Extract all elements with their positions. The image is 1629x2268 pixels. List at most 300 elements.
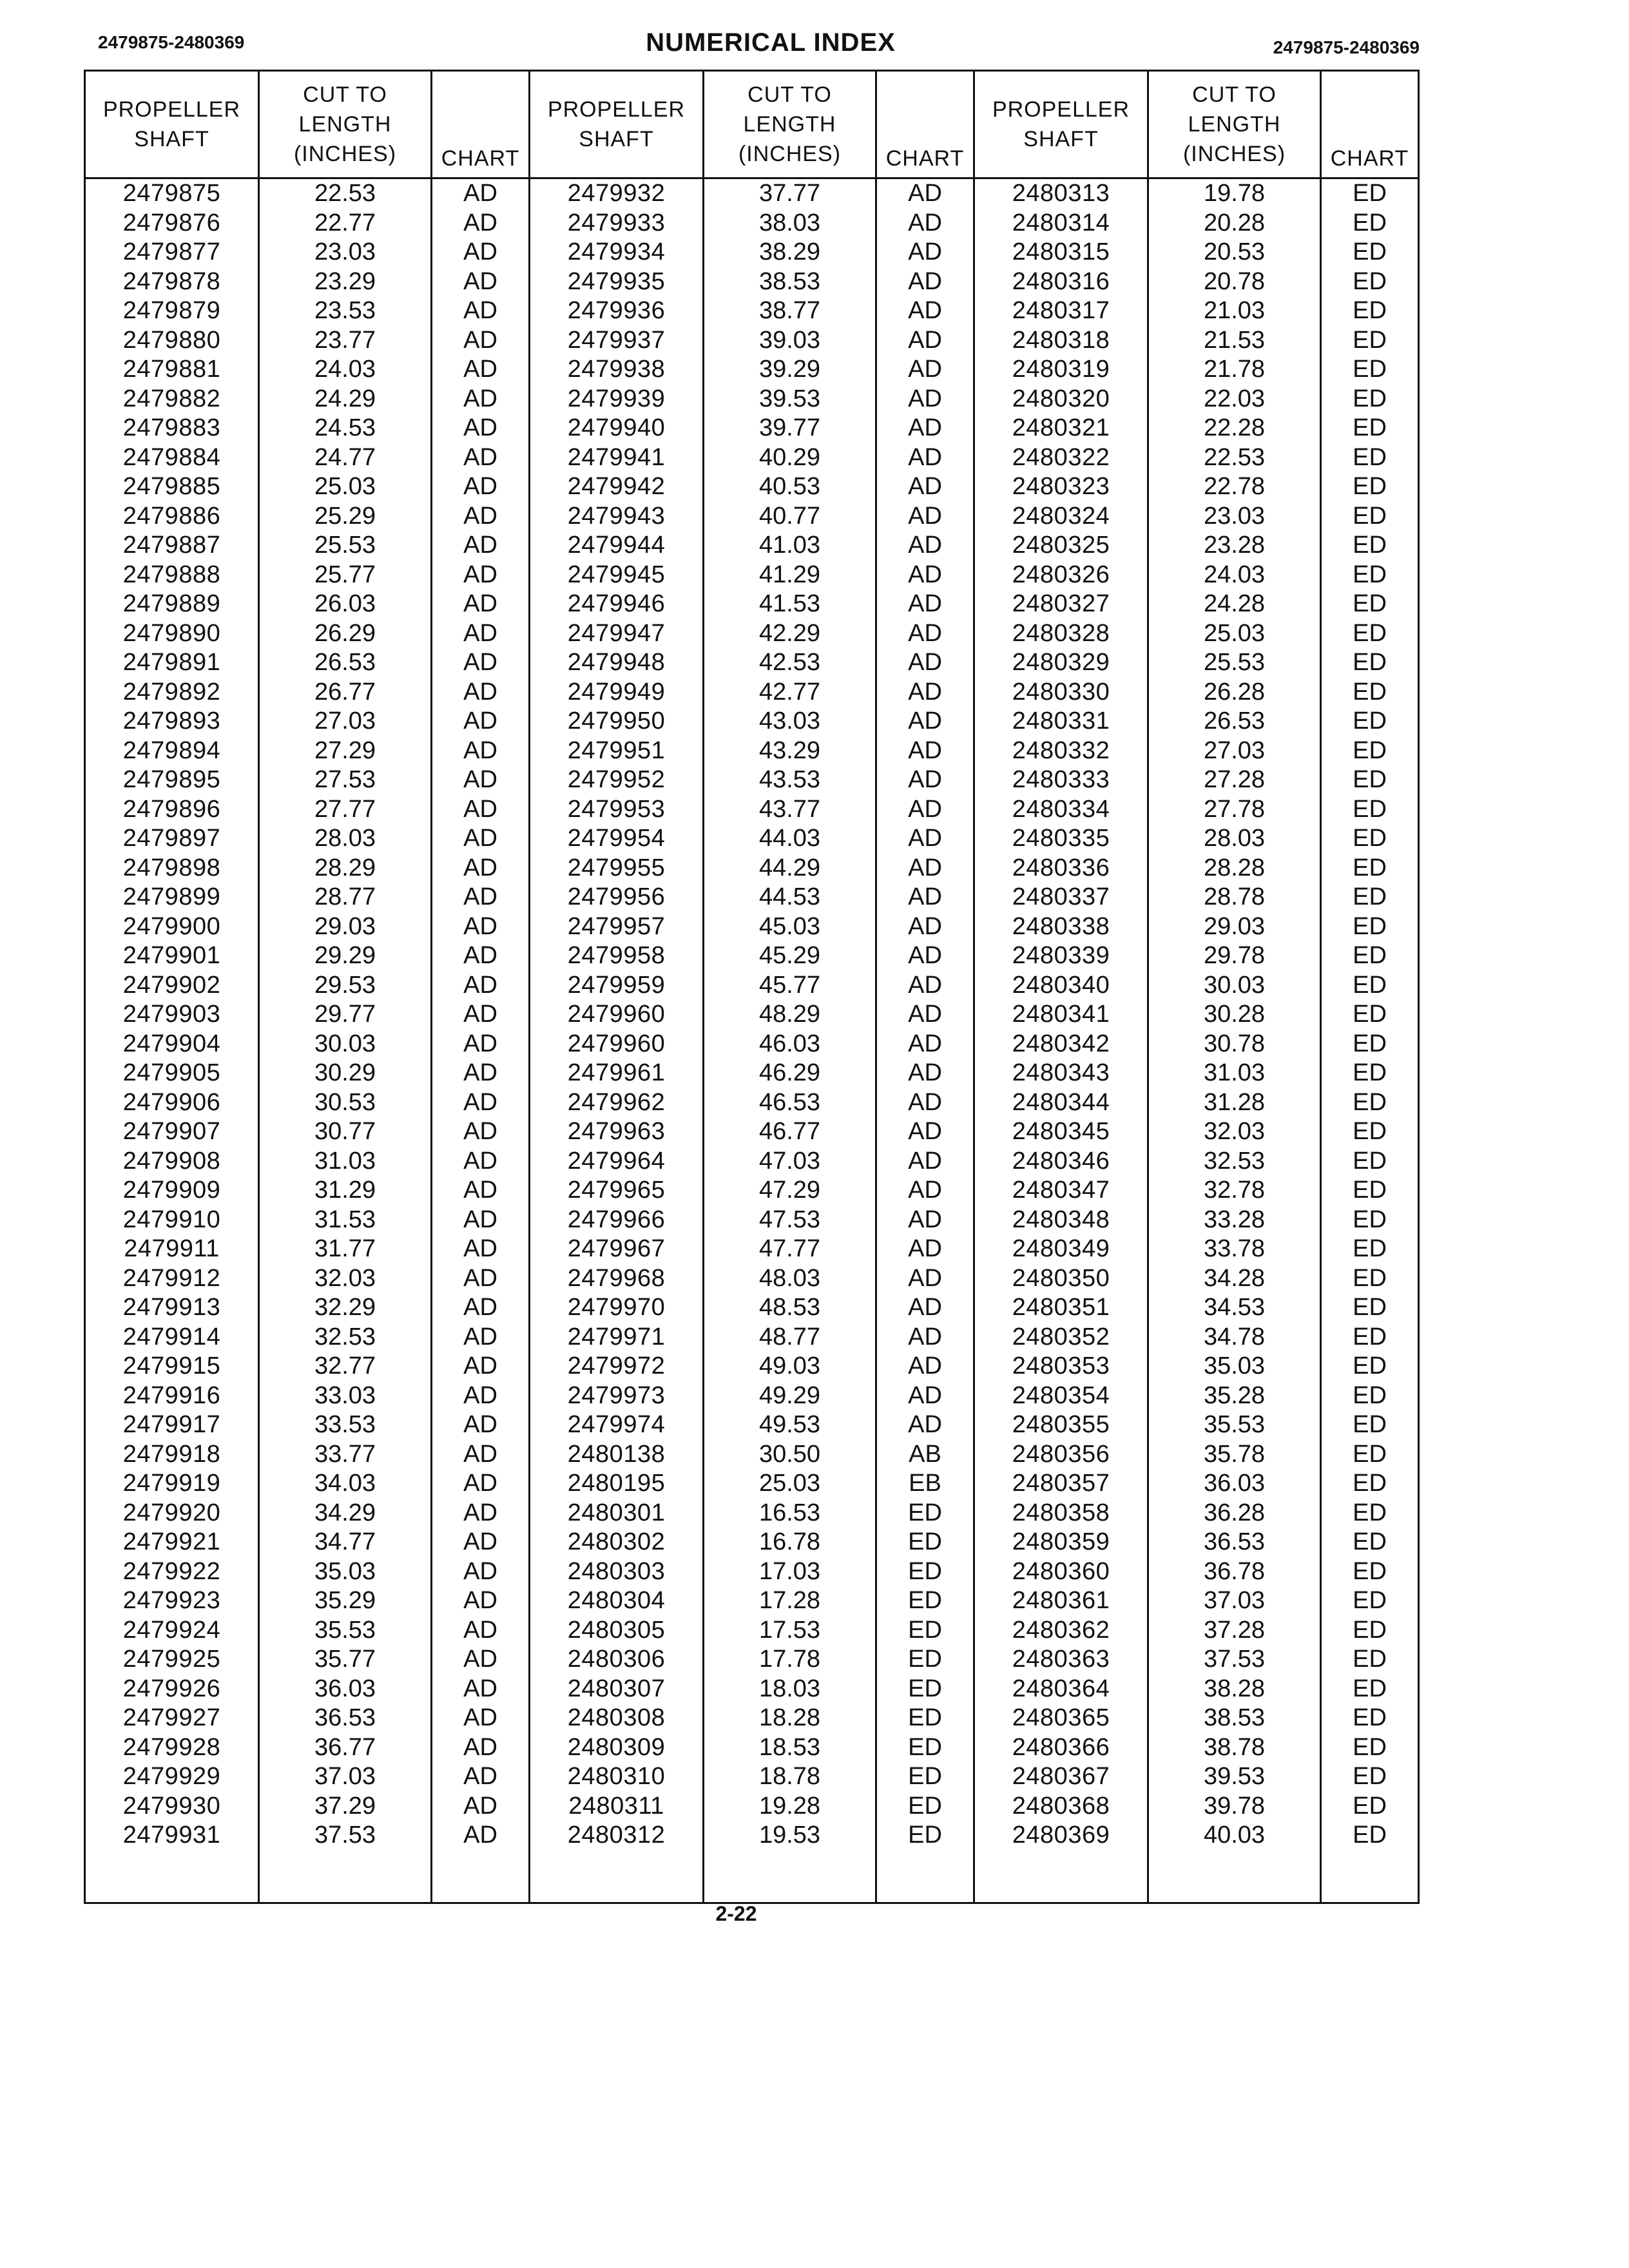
chart-cell: ED — [1321, 1088, 1419, 1118]
chart-cell: AD — [876, 1000, 974, 1030]
cut-length-cell: 23.03 — [1148, 502, 1321, 532]
cut-length-cell: 29.29 — [259, 941, 432, 971]
chart-cell: AD — [876, 443, 974, 473]
chart-cell: AD — [432, 267, 530, 297]
chart-cell: AD — [876, 912, 974, 942]
chart-cell: AD — [876, 795, 974, 825]
page-title: NUMERICAL INDEX — [646, 28, 896, 57]
cut-length-cell: 31.03 — [259, 1147, 432, 1177]
cut-length-cell: 19.78 — [1148, 178, 1321, 209]
cut-length-cell: 42.77 — [704, 678, 876, 707]
propeller-shaft-cell: 2480364 — [974, 1675, 1148, 1704]
table-row — [85, 971, 1419, 1001]
chart-cell: AD — [876, 296, 974, 326]
chart-cell: AD — [432, 1264, 530, 1294]
chart-cell: AD — [432, 941, 530, 971]
cut-length-cell: 28.03 — [259, 824, 432, 854]
chart-cell: ED — [1321, 1235, 1419, 1264]
propeller-shaft-cell: 2479949 — [530, 678, 704, 707]
propeller-shaft-cell: 2480323 — [974, 472, 1148, 502]
propeller-shaft-cell: 2479950 — [530, 707, 704, 736]
propeller-shaft-cell: 2480322 — [974, 443, 1148, 473]
propeller-shaft-cell: 2479960 — [530, 1000, 704, 1030]
cut-length-cell: 32.03 — [259, 1264, 432, 1294]
cut-length-cell: 26.77 — [259, 678, 432, 707]
cut-length-cell: 23.28 — [1148, 531, 1321, 561]
propeller-shaft-cell: 2480341 — [974, 1000, 1148, 1030]
cut-length-cell: 37.28 — [1148, 1616, 1321, 1646]
empty-cell — [432, 1850, 530, 1903]
propeller-shaft-cell: 2479922 — [85, 1557, 259, 1587]
cut-length-cell: 28.03 — [1148, 824, 1321, 854]
table-row — [85, 1733, 1419, 1763]
chart-cell: AD — [432, 502, 530, 532]
table-row — [85, 414, 1419, 443]
propeller-shaft-cell: 2479891 — [85, 648, 259, 678]
propeller-shaft-cell: 2479916 — [85, 1381, 259, 1411]
cut-length-cell: 21.03 — [1148, 296, 1321, 326]
table-row — [85, 590, 1419, 619]
propeller-shaft-cell: 2479963 — [530, 1117, 704, 1147]
column-header-chart: CHART — [876, 71, 974, 178]
cut-length-cell: 48.03 — [704, 1264, 876, 1294]
cut-length-cell: 35.78 — [1148, 1440, 1321, 1470]
propeller-shaft-cell: 2480333 — [974, 765, 1148, 795]
chart-cell: ED — [1321, 1264, 1419, 1294]
chart-cell: AD — [876, 561, 974, 590]
chart-cell: AD — [876, 1176, 974, 1206]
table-row — [85, 1704, 1419, 1733]
chart-cell: AD — [432, 1352, 530, 1381]
cut-length-cell: 17.28 — [704, 1586, 876, 1616]
propeller-shaft-cell: 2480334 — [974, 795, 1148, 825]
propeller-shaft-cell: 2479927 — [85, 1704, 259, 1733]
chart-cell: ED — [1321, 1323, 1419, 1352]
chart-cell: AD — [432, 178, 530, 209]
cut-length-cell: 43.29 — [704, 736, 876, 766]
cut-length-cell: 32.53 — [259, 1323, 432, 1352]
cut-length-cell: 32.78 — [1148, 1176, 1321, 1206]
propeller-shaft-cell: 2480321 — [974, 414, 1148, 443]
chart-cell: AD — [876, 707, 974, 736]
cut-length-cell: 16.53 — [704, 1499, 876, 1528]
empty-cell — [530, 1850, 704, 1903]
column-header-cut-to-length: CUT TO LENGTH (INCHES) — [1148, 71, 1321, 178]
table-row — [85, 1616, 1419, 1646]
cut-length-cell: 26.28 — [1148, 678, 1321, 707]
table-row — [85, 1675, 1419, 1704]
chart-cell: AD — [876, 267, 974, 297]
propeller-shaft-cell: 2479943 — [530, 502, 704, 532]
cut-length-cell: 29.77 — [259, 1000, 432, 1030]
table-row — [85, 1821, 1419, 1850]
chart-cell: ED — [876, 1499, 974, 1528]
chart-cell: AD — [432, 385, 530, 414]
chart-cell: ED — [876, 1821, 974, 1850]
propeller-shaft-cell: 2480329 — [974, 648, 1148, 678]
table-row — [85, 824, 1419, 854]
propeller-shaft-cell: 2479898 — [85, 854, 259, 883]
chart-cell: ED — [1321, 531, 1419, 561]
chart-cell: AD — [432, 443, 530, 473]
chart-cell: AD — [432, 238, 530, 267]
chart-cell: ED — [876, 1792, 974, 1821]
propeller-shaft-cell: 2479972 — [530, 1352, 704, 1381]
cut-length-cell: 31.53 — [259, 1206, 432, 1235]
propeller-shaft-cell: 2479967 — [530, 1235, 704, 1264]
chart-cell: AD — [876, 531, 974, 561]
chart-cell: AD — [432, 1616, 530, 1646]
cut-length-cell: 25.53 — [1148, 648, 1321, 678]
chart-cell: ED — [876, 1675, 974, 1704]
chart-cell: ED — [876, 1616, 974, 1646]
cut-length-cell: 24.28 — [1148, 590, 1321, 619]
propeller-shaft-cell: 2479956 — [530, 883, 704, 912]
chart-cell: AD — [876, 1293, 974, 1323]
propeller-shaft-cell: 2479900 — [85, 912, 259, 942]
cut-length-cell: 47.77 — [704, 1235, 876, 1264]
propeller-shaft-cell: 2479947 — [530, 619, 704, 649]
cut-length-cell: 17.53 — [704, 1616, 876, 1646]
propeller-shaft-cell: 2480348 — [974, 1206, 1148, 1235]
propeller-shaft-cell: 2479925 — [85, 1645, 259, 1675]
cut-length-cell: 26.53 — [259, 648, 432, 678]
chart-cell: ED — [876, 1762, 974, 1792]
table-row — [85, 296, 1419, 326]
chart-cell: ED — [1321, 765, 1419, 795]
cut-length-cell: 30.53 — [259, 1088, 432, 1118]
chart-cell: ED — [1321, 1792, 1419, 1821]
page-number: 2-22 — [715, 1902, 757, 1925]
table-row — [85, 1088, 1419, 1118]
table-row — [85, 619, 1419, 649]
cut-length-cell: 41.03 — [704, 531, 876, 561]
propeller-shaft-cell: 2480138 — [530, 1440, 704, 1470]
propeller-shaft-cell: 2479941 — [530, 443, 704, 473]
cut-length-cell: 38.78 — [1148, 1733, 1321, 1763]
cut-length-cell: 27.53 — [259, 765, 432, 795]
cut-length-cell: 25.03 — [704, 1469, 876, 1499]
chart-cell: ED — [1321, 824, 1419, 854]
cut-length-cell: 36.03 — [259, 1675, 432, 1704]
propeller-shaft-cell: 2480331 — [974, 707, 1148, 736]
chart-cell: AD — [432, 1469, 530, 1499]
propeller-shaft-cell: 2479910 — [85, 1206, 259, 1235]
propeller-shaft-cell: 2479885 — [85, 472, 259, 502]
chart-cell: AD — [876, 1030, 974, 1059]
chart-cell: AD — [432, 1792, 530, 1821]
propeller-shaft-cell: 2479933 — [530, 209, 704, 238]
cut-length-cell: 18.03 — [704, 1675, 876, 1704]
chart-cell: AD — [876, 326, 974, 356]
cut-length-cell: 43.03 — [704, 707, 876, 736]
table-row — [85, 1293, 1419, 1323]
cut-length-cell: 31.03 — [1148, 1059, 1321, 1088]
chart-cell: ED — [1321, 1762, 1419, 1792]
propeller-shaft-cell: 2480359 — [974, 1528, 1148, 1557]
propeller-shaft-cell: 2480305 — [530, 1616, 704, 1646]
cut-length-cell: 36.03 — [1148, 1469, 1321, 1499]
cut-length-cell: 43.53 — [704, 765, 876, 795]
chart-cell: ED — [1321, 1821, 1419, 1850]
cut-length-cell: 46.03 — [704, 1030, 876, 1059]
cut-length-cell: 29.78 — [1148, 941, 1321, 971]
table-row — [85, 1440, 1419, 1470]
propeller-shaft-cell: 2479876 — [85, 209, 259, 238]
chart-cell: ED — [1321, 1469, 1419, 1499]
chart-cell: AD — [432, 1821, 530, 1850]
chart-cell: AD — [432, 1762, 530, 1792]
table-row — [85, 1410, 1419, 1440]
table-row — [85, 941, 1419, 971]
chart-cell: AD — [432, 824, 530, 854]
table-row — [85, 326, 1419, 356]
cut-length-cell: 34.78 — [1148, 1323, 1321, 1352]
propeller-shaft-cell: 2479902 — [85, 971, 259, 1001]
chart-cell: ED — [1321, 1206, 1419, 1235]
propeller-shaft-cell: 2479903 — [85, 1000, 259, 1030]
cut-length-cell: 22.78 — [1148, 472, 1321, 502]
propeller-shaft-cell: 2479960 — [530, 1030, 704, 1059]
table-row — [85, 707, 1419, 736]
propeller-shaft-cell: 2480360 — [974, 1557, 1148, 1587]
propeller-shaft-cell: 2479883 — [85, 414, 259, 443]
chart-cell: AD — [876, 736, 974, 766]
cut-length-cell: 33.28 — [1148, 1206, 1321, 1235]
cut-length-cell: 39.29 — [704, 355, 876, 385]
cut-length-cell: 30.77 — [259, 1117, 432, 1147]
cut-length-cell: 33.77 — [259, 1440, 432, 1470]
chart-cell: AD — [876, 502, 974, 532]
chart-cell: AD — [876, 1147, 974, 1177]
chart-cell: AD — [876, 238, 974, 267]
propeller-shaft-cell: 2480339 — [974, 941, 1148, 971]
propeller-shaft-cell: 2479913 — [85, 1293, 259, 1323]
propeller-shaft-cell: 2479973 — [530, 1381, 704, 1411]
cut-length-cell: 36.53 — [259, 1704, 432, 1733]
table-row — [85, 1499, 1419, 1528]
chart-cell: ED — [1321, 1293, 1419, 1323]
chart-cell: ED — [1321, 1675, 1419, 1704]
chart-cell: ED — [1321, 1030, 1419, 1059]
chart-cell: ED — [1321, 238, 1419, 267]
cut-length-cell: 32.53 — [1148, 1147, 1321, 1177]
propeller-shaft-cell: 2479911 — [85, 1235, 259, 1264]
chart-cell: ED — [1321, 736, 1419, 766]
cut-length-cell: 24.53 — [259, 414, 432, 443]
propeller-shaft-cell: 2480335 — [974, 824, 1148, 854]
table-row — [85, 795, 1419, 825]
table-row — [85, 178, 1419, 209]
cut-length-cell: 40.03 — [1148, 1821, 1321, 1850]
cut-length-cell: 34.53 — [1148, 1293, 1321, 1323]
chart-cell: ED — [876, 1586, 974, 1616]
propeller-shaft-cell: 2479895 — [85, 765, 259, 795]
propeller-shaft-cell: 2479880 — [85, 326, 259, 356]
chart-cell: AD — [432, 1733, 530, 1763]
cut-length-cell: 25.77 — [259, 561, 432, 590]
chart-cell: ED — [1321, 414, 1419, 443]
propeller-shaft-cell: 2479899 — [85, 883, 259, 912]
chart-cell: ED — [1321, 267, 1419, 297]
cut-length-cell: 17.78 — [704, 1645, 876, 1675]
chart-cell: ED — [1321, 209, 1419, 238]
table-bottom-spacer — [85, 1850, 1419, 1903]
cut-length-cell: 23.77 — [259, 326, 432, 356]
cut-length-cell: 30.78 — [1148, 1030, 1321, 1059]
propeller-shaft-cell: 2479906 — [85, 1088, 259, 1118]
chart-cell: AD — [432, 326, 530, 356]
table-row — [85, 1000, 1419, 1030]
chart-cell: ED — [1321, 1147, 1419, 1177]
chart-cell: AD — [876, 472, 974, 502]
chart-cell: ED — [1321, 1000, 1419, 1030]
chart-cell: ED — [1321, 561, 1419, 590]
chart-cell: AD — [876, 355, 974, 385]
propeller-shaft-cell: 2479959 — [530, 971, 704, 1001]
column-header-propeller-shaft: PROPELLER SHAFT — [974, 71, 1148, 178]
empty-cell — [1321, 1850, 1419, 1903]
chart-cell: ED — [1321, 443, 1419, 473]
cut-length-cell: 23.03 — [259, 238, 432, 267]
cut-length-cell: 41.29 — [704, 561, 876, 590]
cut-length-cell: 35.28 — [1148, 1381, 1321, 1411]
cut-length-cell: 19.28 — [704, 1792, 876, 1821]
cut-length-cell: 37.03 — [259, 1762, 432, 1792]
table-row — [85, 209, 1419, 238]
propeller-shaft-cell: 2480311 — [530, 1792, 704, 1821]
chart-cell: AD — [876, 824, 974, 854]
propeller-shaft-cell: 2479929 — [85, 1762, 259, 1792]
cut-length-cell: 24.03 — [259, 355, 432, 385]
cut-length-cell: 39.53 — [704, 385, 876, 414]
chart-cell: ED — [876, 1704, 974, 1733]
header-range-right: 2479875-2480369 — [1273, 37, 1420, 57]
cut-length-cell: 26.03 — [259, 590, 432, 619]
chart-cell: AD — [432, 619, 530, 649]
cut-length-cell: 29.03 — [1148, 912, 1321, 942]
propeller-shaft-cell: 2480306 — [530, 1645, 704, 1675]
propeller-shaft-cell: 2479974 — [530, 1410, 704, 1440]
column-header-propeller-shaft: PROPELLER SHAFT — [85, 71, 259, 178]
table-row — [85, 1557, 1419, 1587]
cut-length-cell: 38.53 — [1148, 1704, 1321, 1733]
propeller-shaft-cell: 2479962 — [530, 1088, 704, 1118]
propeller-shaft-cell: 2480340 — [974, 971, 1148, 1001]
chart-cell: ED — [1321, 971, 1419, 1001]
cut-length-cell: 29.53 — [259, 971, 432, 1001]
cut-length-cell: 30.50 — [704, 1440, 876, 1470]
chart-cell: ED — [1321, 296, 1419, 326]
header-range-left: 2479875-2480369 — [98, 32, 245, 52]
table-row — [85, 1176, 1419, 1206]
propeller-shaft-cell: 2479886 — [85, 502, 259, 532]
chart-cell: AD — [432, 1147, 530, 1177]
chart-cell: ED — [1321, 854, 1419, 883]
chart-cell: AD — [432, 854, 530, 883]
chart-cell: ED — [1321, 385, 1419, 414]
propeller-shaft-cell: 2480346 — [974, 1147, 1148, 1177]
propeller-shaft-cell: 2479966 — [530, 1206, 704, 1235]
chart-cell: AD — [432, 1293, 530, 1323]
cut-length-cell: 45.77 — [704, 971, 876, 1001]
cut-length-cell: 37.29 — [259, 1792, 432, 1821]
table-row — [85, 765, 1419, 795]
cut-length-cell: 30.28 — [1148, 1000, 1321, 1030]
cut-length-cell: 27.28 — [1148, 765, 1321, 795]
cut-length-cell: 25.29 — [259, 502, 432, 532]
chart-cell: AD — [432, 883, 530, 912]
cut-length-cell: 27.78 — [1148, 795, 1321, 825]
chart-cell: ED — [1321, 1176, 1419, 1206]
propeller-shaft-cell: 2480314 — [974, 209, 1148, 238]
cut-length-cell: 20.78 — [1148, 267, 1321, 297]
propeller-shaft-cell: 2479921 — [85, 1528, 259, 1557]
propeller-shaft-cell: 2479926 — [85, 1675, 259, 1704]
propeller-shaft-cell: 2480307 — [530, 1675, 704, 1704]
propeller-shaft-cell: 2479884 — [85, 443, 259, 473]
propeller-shaft-cell: 2479946 — [530, 590, 704, 619]
empty-cell — [974, 1850, 1148, 1903]
propeller-shaft-cell: 2479939 — [530, 385, 704, 414]
propeller-shaft-cell: 2480361 — [974, 1586, 1148, 1616]
table-header — [85, 71, 1419, 178]
propeller-shaft-cell: 2479931 — [85, 1821, 259, 1850]
chart-cell: AD — [876, 854, 974, 883]
table-row — [85, 443, 1419, 473]
table-row — [85, 678, 1419, 707]
chart-cell: ED — [1321, 1499, 1419, 1528]
chart-cell: AD — [432, 1586, 530, 1616]
table-row — [85, 1323, 1419, 1352]
cut-length-cell: 27.29 — [259, 736, 432, 766]
chart-cell: AD — [432, 1176, 530, 1206]
empty-cell — [85, 1850, 259, 1903]
cut-length-cell: 49.53 — [704, 1410, 876, 1440]
chart-cell: AD — [432, 1557, 530, 1587]
propeller-shaft-cell: 2480362 — [974, 1616, 1148, 1646]
cut-length-cell: 45.03 — [704, 912, 876, 942]
propeller-shaft-cell: 2479961 — [530, 1059, 704, 1088]
propeller-shaft-cell: 2479936 — [530, 296, 704, 326]
cut-length-cell: 36.78 — [1148, 1557, 1321, 1587]
propeller-shaft-cell: 2479917 — [85, 1410, 259, 1440]
cut-length-cell: 38.28 — [1148, 1675, 1321, 1704]
cut-length-cell: 27.03 — [1148, 736, 1321, 766]
chart-cell: ED — [1321, 1528, 1419, 1557]
propeller-shaft-cell: 2480350 — [974, 1264, 1148, 1294]
table-row — [85, 736, 1419, 766]
propeller-shaft-cell: 2479957 — [530, 912, 704, 942]
propeller-shaft-cell: 2479953 — [530, 795, 704, 825]
table-row — [85, 1762, 1419, 1792]
chart-cell: AD — [876, 765, 974, 795]
propeller-shaft-cell: 2479942 — [530, 472, 704, 502]
cut-length-cell: 20.28 — [1148, 209, 1321, 238]
chart-cell: EB — [876, 1469, 974, 1499]
chart-cell: AD — [876, 1117, 974, 1147]
propeller-shaft-cell: 2479924 — [85, 1616, 259, 1646]
cut-length-cell: 39.53 — [1148, 1762, 1321, 1792]
propeller-shaft-cell: 2480338 — [974, 912, 1148, 942]
cut-length-cell: 38.29 — [704, 238, 876, 267]
propeller-shaft-cell: 2479965 — [530, 1176, 704, 1206]
chart-cell: AD — [432, 912, 530, 942]
cut-length-cell: 48.29 — [704, 1000, 876, 1030]
cut-length-cell: 24.29 — [259, 385, 432, 414]
cut-length-cell: 33.03 — [259, 1381, 432, 1411]
cut-length-cell: 36.53 — [1148, 1528, 1321, 1557]
